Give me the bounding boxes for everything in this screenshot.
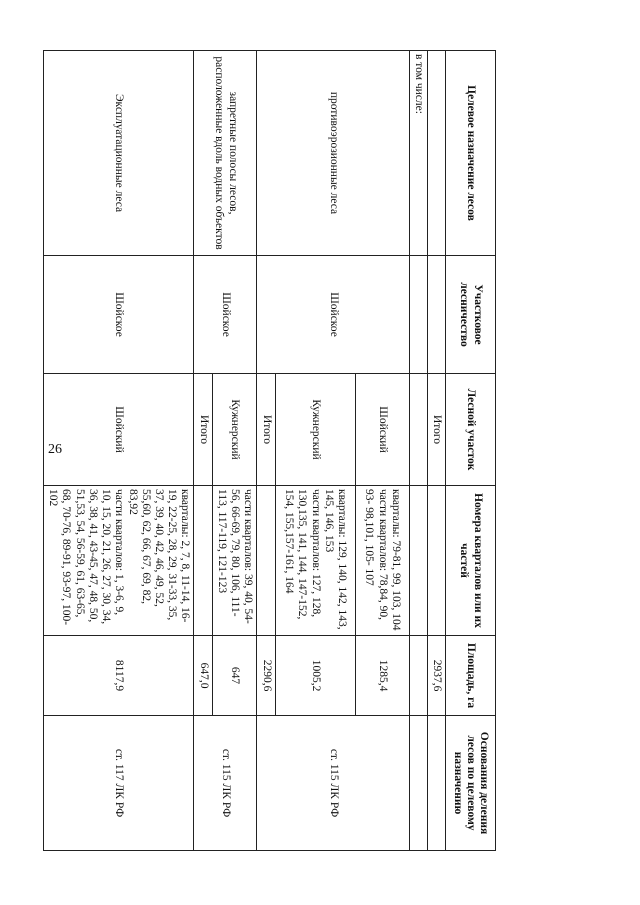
exploitation-area: Шойский [44,374,194,486]
water-protection-subtotal-value: 647,0 [194,636,212,716]
anti-erosion-district: Шойское [257,256,409,374]
header-forest-area: Лесной участок [446,374,496,486]
exploitation-row [44,51,194,851]
anti-erosion-kuzhener-value: 1005,2 [275,636,355,716]
exploitation-district: Шойское [44,256,194,374]
forest-purpose-table [43,50,496,851]
total-empty [427,51,445,256]
total-label: Итого [427,374,445,486]
header-row [446,51,496,851]
anti-erosion-shoy-row [355,51,409,851]
anti-erosion-subtotal-empty [257,486,275,636]
water-protection-row [212,51,257,851]
rotated-table-wrapper [47,50,496,850]
anti-erosion-basis: ст. 115 ЛК РФ [257,716,409,851]
exploitation-purpose: Эксплуатационные леса [44,51,194,256]
total-row [427,51,445,851]
water-protection-area: Кужнерский [212,374,257,486]
header-area: Площадь, га [446,636,496,716]
exploitation-quarters: кварталы: 2, 7, 8, 11-14, 16-19, 22-25, 28, 29, 31-33, 35, 37, 39, 40, 42, 46, 49, 52, 55,60, 62, 66, 67, 69, 82, 83,92 части кварталов: 1, 3-6, 9, 10, 15, 20, 21, 26, 27, 30, 34, 36, 38, 41, 43-45, 47, 48, 50, 51,53, 54, 56-59, 61, 63-65, 68, 70-76, 89-91, 93-97, 100- 102 [44,486,194,636]
page-number: 26 [48,442,62,457]
including-row [409,51,427,851]
anti-erosion-shoy-value: 1285,4 [355,636,409,716]
header-quarters: Номера кварталов или их частей [446,486,496,636]
water-protection-quarters: части кварталов: 39, 40, 54-56, 66-69, 79, 80, 106, 111-113, 117-119, 121-123 [212,486,257,636]
forest-purpose-table-frame [47,50,496,850]
anti-erosion-shoy-area: Шойский [355,374,409,486]
anti-erosion-purpose: противоэрозионные леса [257,51,409,256]
including-label: в том числе: [409,51,427,256]
water-protection-value: 647 [212,636,257,716]
total-value: 2937,6 [427,636,445,716]
exploitation-basis: ст. 117 ЛК РФ [44,716,194,851]
anti-erosion-subtotal-value: 2290,6 [257,636,275,716]
water-protection-purpose: запретные полосы лесов, расположенные вдоль водных объектов [194,51,257,256]
including-empty [409,374,427,486]
header-basis: Основания деления лесов по целевому назначению [446,716,496,851]
header-district: Участковое лесничество [446,256,496,374]
including-empty [409,636,427,716]
water-protection-subtotal-label: Итого [194,374,212,486]
water-protection-district: Шойское [194,256,257,374]
exploitation-value: 8117,9 [44,636,194,716]
anti-erosion-kuzhener-area: Кужнерский [275,374,355,486]
anti-erosion-subtotal-label: Итого [257,374,275,486]
header-purpose: Целевое назначение лесов [446,51,496,256]
water-protection-basis: ст. 115 ЛК РФ [194,716,257,851]
total-empty [427,256,445,374]
total-empty [427,486,445,636]
water-protection-subtotal-empty [194,486,212,636]
including-empty [409,256,427,374]
anti-erosion-kuzhener-quarters: кварталы: 129, 140, 142, 143, 145, 146, 153 части кварталов: 127, 128, 130,135, 141, 144, 147-152, 154, 155,157-161, 164 [275,486,355,636]
including-empty [409,486,427,636]
including-empty [409,716,427,851]
total-empty [427,716,445,851]
anti-erosion-shoy-quarters: кварталы: 79-81, 99, 103, 104 части кварталов: 78,84, 90, 93- 98,101, 105- 107 [355,486,409,636]
